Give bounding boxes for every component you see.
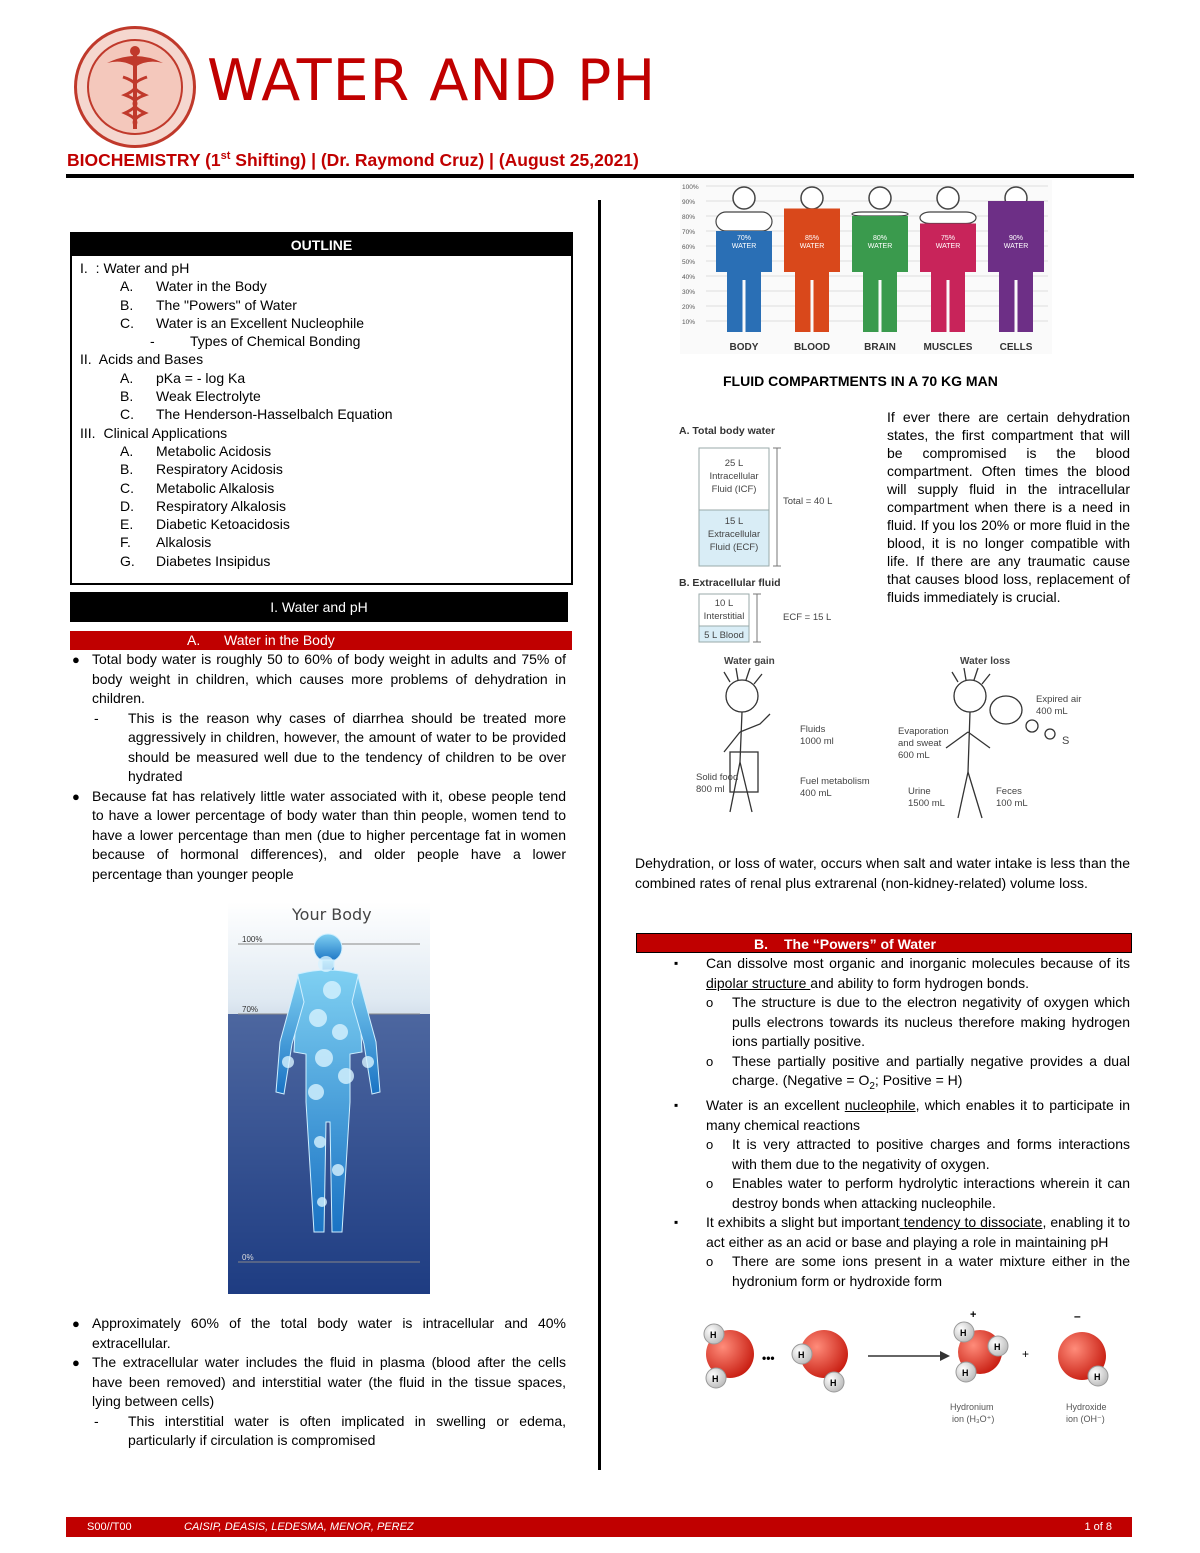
water-label: WATER xyxy=(867,243,893,250)
loss-label: Feces xyxy=(996,786,1022,797)
body-tick-label: 0% xyxy=(242,1253,254,1262)
percent-label: 75% xyxy=(940,235,956,242)
gain-value: 800 ml xyxy=(696,784,725,795)
bullet-item: ● Approximately 60% of the total body water is intracellular and 40% extracellular. xyxy=(72,1314,566,1353)
square-bullet-item: ▪ Water is an excellent nucleophile, which enables it to participate in many chemical reactions xyxy=(634,1096,1130,1135)
sub-bullet-item: o It is very attracted to positive charges and forms interactions with them due to the negativity of oxygen. xyxy=(634,1135,1130,1174)
outline-item: C. The Henderson-Hasselbalch Equation xyxy=(120,406,393,423)
dehydration-definition: Dehydration, or loss of water, occurs when salt and water intake is less than the combined rates of renal plus extrarenal (non-kidney-related) volume loss. xyxy=(635,855,1130,891)
outline-item: B. Weak Electrolyte xyxy=(120,388,261,405)
hydrogen-label: H xyxy=(710,1330,717,1340)
dash-item: - This interstitial water is often implicated in swelling or edema, particularly if circulation is compromised xyxy=(72,1412,566,1451)
bullet-item: ● Because fat has relatively little water associated with it, obese people tend to have a lower percentage of body water than thin people, women tend to have a lower percentage than men (due to higher percentage fat in women because of hormonal differences), and older people have a lower percentage than younger people xyxy=(72,787,566,885)
body-water-figure xyxy=(228,902,430,1294)
body-empty-part xyxy=(852,212,908,216)
hydronium-label: ion (H₃O⁺) xyxy=(952,1414,995,1424)
y-tick-label: 20% xyxy=(682,304,696,311)
column-divider xyxy=(598,200,601,1470)
bullet-item: ● Total body water is roughly 50 to 60% of body weight in adults and 75% of body weight in children, which causes more problems of dehydration in children. xyxy=(72,650,566,709)
sub-bullet-item: o There are some ions present in a water mixture either in the hydronium form or hydroxide form xyxy=(634,1252,1130,1291)
outline-box xyxy=(70,232,573,585)
outline-item: E. Diabetic Ketoacidosis xyxy=(120,516,290,533)
blood-label: 5 L Blood xyxy=(704,630,744,641)
ecf-label: Extracellular xyxy=(707,529,761,540)
reaction-arrow-icon xyxy=(940,1351,950,1361)
outline-item: C. Water is an Excellent Nucleophile xyxy=(120,314,365,331)
gain-label: Solid food xyxy=(696,772,739,783)
water-label: WATER xyxy=(1003,243,1029,250)
sub-bullet-item: o Enables water to perform hydrolytic interactions wherein it can destroy bonds when attacking nucleophile. xyxy=(634,1174,1130,1213)
loss-label: Evaporation xyxy=(898,726,949,737)
outline-item: II. Acids and Bases xyxy=(80,351,204,368)
water-label: WATER xyxy=(799,243,825,250)
percent-label: 85% xyxy=(804,235,820,242)
ecf-total-label: ECF = 15 L xyxy=(783,612,832,623)
ecf-volume: 15 L xyxy=(724,516,744,527)
outline-item: A. Water in the Body xyxy=(120,278,267,295)
y-tick-label: 40% xyxy=(682,274,696,281)
ecf-label: Fluid (ECF) xyxy=(709,542,759,553)
positive-charge: + xyxy=(970,1310,977,1321)
outline-item: B. The "Powers" of Water xyxy=(120,296,297,313)
outline-item: A. Metabolic Acidosis xyxy=(120,442,272,459)
water-dissociation-figure xyxy=(694,1310,1130,1434)
page-footer xyxy=(66,1517,1132,1537)
gain-label: Fluids xyxy=(800,724,826,735)
footer-page-number: 1 of 8 xyxy=(1084,1521,1112,1533)
head-outline xyxy=(733,187,755,209)
body-empty-part xyxy=(920,212,976,224)
outline-item: A. pKa = - log Ka xyxy=(120,369,246,386)
fluid-compartments-figure xyxy=(680,180,1052,354)
category-label: BLOOD xyxy=(793,342,831,353)
outline-item: G. Diabetes Insipidus xyxy=(120,552,271,569)
interstitial-volume: 10 L xyxy=(714,598,734,609)
hydrogen-label: H xyxy=(994,1342,1001,1352)
percent-label: 80% xyxy=(872,235,888,242)
footer-authors: CAISIP, DEASIS, LEDESMA, MENOR, PEREZ xyxy=(184,1521,414,1533)
category-label: BRAIN xyxy=(864,342,896,353)
y-tick-label: 90% xyxy=(682,199,696,206)
gas-symbol: S xyxy=(1062,735,1070,747)
water-body-text-2 xyxy=(72,1314,566,1451)
outline-item: D. Respiratory Alkalosis xyxy=(120,497,286,514)
hydrogen-label: H xyxy=(798,1350,805,1360)
outline-item: - Types of Chemical Bonding xyxy=(150,333,361,350)
y-tick-label: 70% xyxy=(682,229,696,236)
body-tick-label: 100% xyxy=(242,935,263,944)
water-label: WATER xyxy=(731,243,757,250)
subsection-heading-powers-of-water: B. The “Powers” of Water xyxy=(636,933,1132,953)
fluid-compartments-caption: FLUID COMPARTMENTS IN A 70 KG MAN xyxy=(723,373,998,389)
head-outline xyxy=(937,187,959,209)
body-tick-label: 70% xyxy=(242,1005,259,1014)
outline-list xyxy=(72,256,571,570)
gain-label: Fuel metabolism xyxy=(800,776,870,787)
body-empty-part xyxy=(716,212,772,231)
square-bullet-item: ▪ Can dissolve most organic and inorganic molecules because of its dipolar structure and ability to form hydrogen bonds. xyxy=(634,954,1130,993)
water-gain-title: Water gain xyxy=(724,656,775,667)
water-label: WATER xyxy=(935,243,961,250)
gain-value: 400 mL xyxy=(800,788,832,799)
hydrogen-label: H xyxy=(962,1368,969,1378)
outline-heading: OUTLINE xyxy=(72,234,571,256)
loss-value: 400 mL xyxy=(1036,706,1068,717)
document-subtitle: BIOCHEMISTRY (1st Shifting) | (Dr. Raymond Cruz) | (August 25,2021) xyxy=(67,150,639,170)
footer-code: S00//T00 xyxy=(87,1521,132,1533)
water-body-text-1 xyxy=(72,650,566,884)
outline-item: B. Respiratory Acidosis xyxy=(120,461,283,478)
outline-item: I. : Water and pH xyxy=(80,260,190,276)
loss-label: and sweat xyxy=(898,738,942,749)
subsection-heading-water-in-body: A. Water in the Body xyxy=(70,631,572,650)
icf-label: Intracellular xyxy=(709,471,759,482)
hydrogen-label: H xyxy=(1094,1372,1101,1382)
total-body-water-diagram xyxy=(677,420,877,652)
y-tick-label: 100% xyxy=(682,184,699,191)
drinking-man-icon xyxy=(724,668,770,812)
percent-label: 70% xyxy=(736,235,752,242)
dehydration-note: If ever there are certain dehydration states, the first compartment that will be compromised is the blood compartment. Often times the blood will supply fluid in the intracellular compartment when there is a need in fluid. If you los 20% or more fluid in the blood, it is no longer compatible with life. If there are any traumatic cause that causes blood loss, replacement of fluids immediately is crucial. xyxy=(887,409,1130,605)
sub-bullet-item: o The structure is due to the electron negativity of oxygen which pulls electrons towards its nucleus therefore making hydrogen ions partially positive. xyxy=(634,993,1130,1052)
square-bullet-item: ▪ It exhibits a slight but important tendency to dissociate, enabling it to act either as an acid or base and playing a role in maintaining pH xyxy=(634,1213,1130,1252)
percent-label: 90% xyxy=(1008,235,1024,242)
loss-value: 1500 mL xyxy=(908,798,945,809)
head-outline xyxy=(869,187,891,209)
outline-item: C. Metabolic Alkalosis xyxy=(120,479,275,496)
y-tick-label: 80% xyxy=(682,214,696,221)
negative-charge: – xyxy=(1074,1310,1081,1323)
diagram-label: B. Extracellular fluid xyxy=(679,577,781,589)
gain-value: 1000 ml xyxy=(800,736,834,747)
water-gain-loss-illustration xyxy=(690,652,1090,824)
loss-value: 600 mL xyxy=(898,750,930,761)
loss-label: Expired air xyxy=(1036,694,1082,705)
header-rule xyxy=(66,174,1134,178)
category-label: MUSCLES xyxy=(923,342,973,353)
interstitial-label: Interstitial xyxy=(703,611,745,622)
sub-bullet-item: o These partially positive and partially negative provides a dual charge. (Negative = $O_2$; Positive = H) xyxy=(634,1052,1130,1097)
hydroxide-label: ion (OH⁻) xyxy=(1066,1414,1105,1424)
dash-item: - This is the reason why cases of diarrhea should be treated more aggressively in children, however, the amount of water to be provided should be measured well due to the tendency of children to be over hydrated xyxy=(72,709,566,787)
hydroxide-label: Hydroxide xyxy=(1066,1402,1107,1412)
hydrogen-label: H xyxy=(712,1374,719,1384)
plus-sign: + xyxy=(1022,1347,1030,1361)
y-tick-label: 30% xyxy=(682,289,696,296)
icf-label: Fluid (ICF) xyxy=(711,484,757,495)
y-tick-label: 60% xyxy=(682,244,696,251)
hydronium-label: Hydronium xyxy=(950,1402,994,1412)
category-label: BODY xyxy=(729,342,759,353)
hydrogen-label: H xyxy=(830,1378,837,1388)
school-seal-logo xyxy=(74,26,196,148)
category-label: CELLS xyxy=(999,342,1033,353)
powers-of-water-text xyxy=(634,954,1130,1291)
hydrogen-bond-dots: ••• xyxy=(762,1351,775,1365)
loss-value: 100 mL xyxy=(996,798,1028,809)
water-loss-title: Water loss xyxy=(960,656,1011,667)
body-figure-title: Your Body xyxy=(292,905,372,924)
y-tick-label: 50% xyxy=(682,259,696,266)
hydrogen-label: H xyxy=(960,1328,967,1338)
total-water-label: Total = 40 L xyxy=(783,496,833,507)
icf-volume: 25 L xyxy=(724,458,744,469)
outline-item: III. Clinical Applications xyxy=(80,424,228,441)
y-tick-label: 10% xyxy=(682,319,696,326)
document-title: WATER AND PH xyxy=(207,48,657,114)
outline-item: F. Alkalosis xyxy=(120,534,212,551)
head-outline xyxy=(801,187,823,209)
diagram-label: A. Total body water xyxy=(679,425,776,437)
bullet-item: ● The extracellular water includes the fluid in plasma (blood after the cells have been removed) and interstitial water (the fluid in the tissue spaces, lying between cells) xyxy=(72,1353,566,1412)
section-heading-water-and-ph: I. Water and pH xyxy=(70,592,568,622)
loss-label: Urine xyxy=(908,786,931,797)
